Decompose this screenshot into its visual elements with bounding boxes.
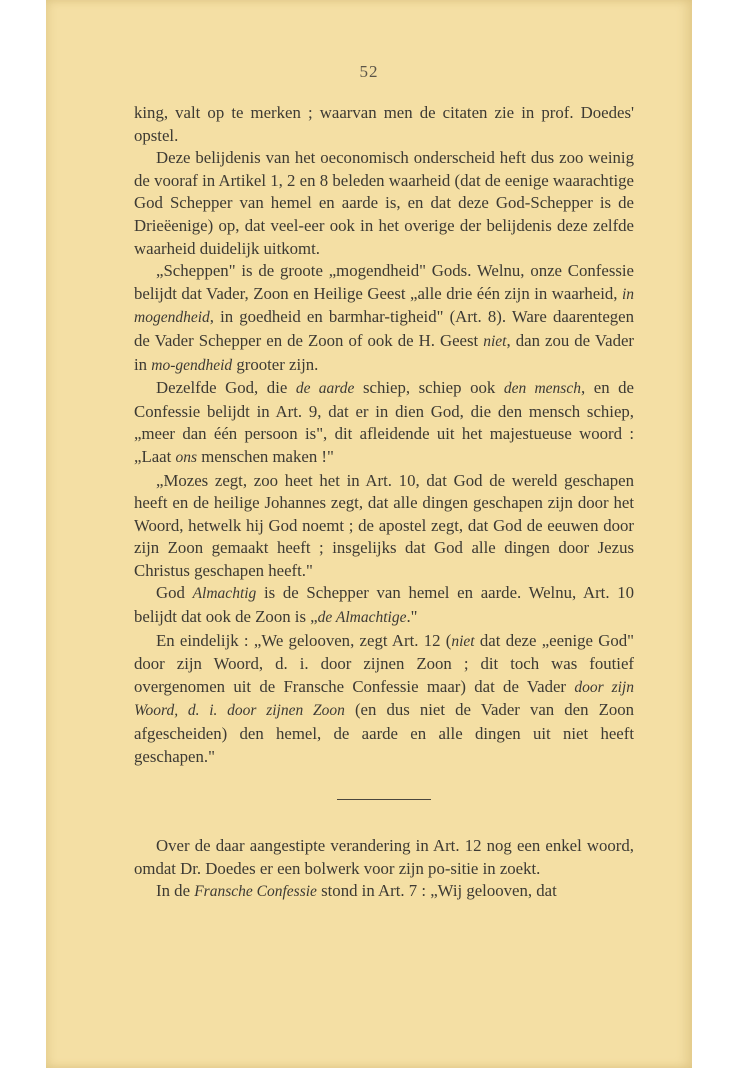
- text-run: schiep, schiep ook: [354, 378, 504, 398]
- italic-text: in mogendheid: [134, 285, 634, 327]
- text-run: king, valt op te merken ; waarvan men de citaten zie in prof. Doedes' opstel.: [134, 103, 634, 145]
- text-run: , en de Confessie belijdt in Art. 9, dat er in dien God, die den mensch schiep, „meer dan één persoon is", dit afleidende uit het majestueuse woord : „Laat: [134, 378, 635, 466]
- italic-text: door zijn Woord, d. i. door zijnen Zoon: [134, 678, 634, 720]
- text-run: En eindelijk : „We gelooven, zegt Art. 12 (: [156, 630, 452, 650]
- section-divider: [337, 799, 431, 800]
- text-run: .": [406, 607, 418, 627]
- italic-text: niet: [483, 332, 507, 350]
- text-run: Deze belijdenis van het oeconomisch onderscheid heft dus zoo weinig de vooraf in Artikel 1, 2 en 8 beleden waarheid (dat de eenige waarachtige God Schepper van hemel en aarde is, en dat deze God-Schepper is de Drieëenige) op, dat veel-eer ook in het overige der belijdenis deze zelfde waarheid duidelijk uitkomt.: [134, 148, 634, 258]
- book-page: [46, 0, 692, 1068]
- italic-text: de aarde: [295, 380, 355, 398]
- text-run: „Mozes zegt, zoo heet het in Art. 10, dat God de wereld geschapen heeft en de heilige Johannes zegt, dat alle dingen geschapen zijn door het Woord, hetwelk hij God noemt ; de apostel zegt, dat God de eeuwen door zijn Zoon gemaakt heeft ; insgelijks dat God alle dingen door Jezus Christus geschapen heeft.": [134, 470, 634, 580]
- paragraph: [134, 147, 634, 260]
- italic-text: Almachtig: [192, 585, 257, 603]
- paragraph: [134, 260, 634, 377]
- paragraph: [134, 470, 634, 583]
- page-number: 52: [359, 62, 379, 81]
- paragraph: [134, 102, 634, 147]
- text-run: , dan zou de Vader in: [134, 330, 634, 374]
- text-run: „Scheppen" is de groote „mogendheid" Gods. Welnu, onze Confessie belijdt dat Vader, Zoon en Heilige Geest „alle drie één zijn in waarheid,: [134, 261, 634, 303]
- italic-text: Fransche Confessie: [194, 883, 317, 901]
- text-run: stond in Art. 7 : „Wij gelooven, dat: [316, 881, 557, 901]
- italic-text: den mensch: [503, 380, 581, 398]
- text-run: (en dus niet de Vader van den Zoon afgescheiden) den hemel, de aarde en alle dingen uit niet heeft geschapen.": [134, 700, 634, 766]
- italic-text: ons: [175, 448, 198, 466]
- paragraph: [134, 582, 634, 629]
- text-run: dat deze „eenige God" door zijn Woord, d. i. door zijnen Zoon ; dit toch was foutief overgenomen uit de Fransche Confessie maar) dat de Vader: [134, 630, 634, 696]
- paragraph: [134, 630, 634, 769]
- italic-text: de Almachtige: [317, 609, 407, 627]
- text-run: Over de daar aangestipte verandering in Art. 12 nog een enkel woord, omdat Dr. Doedes er een bolwerk voor zijn po-sitie in zoekt.: [134, 836, 634, 878]
- text-run: menschen maken !": [197, 446, 334, 466]
- paragraph: [134, 880, 634, 904]
- paragraph: [134, 377, 634, 469]
- body-text: [134, 102, 634, 904]
- italic-text: niet: [451, 632, 475, 650]
- text-run: , in goedheid en barmhar-tigheid" (Art. 8). Ware daarentegen de Vader Schepper en de Zoon of ook de H. Geest: [134, 307, 634, 350]
- italic-text: mo-gendheid: [151, 356, 233, 374]
- text-run: is de Schepper van hemel en aarde. Welnu, Art. 10 belijdt dat ook de Zoon is „: [134, 583, 634, 627]
- text-run: Dezelfde God, die: [156, 378, 296, 398]
- text-run: God: [156, 583, 193, 603]
- text-run: grooter zijn.: [232, 354, 319, 374]
- text-run: In de: [156, 881, 195, 901]
- paragraph: [134, 835, 634, 880]
